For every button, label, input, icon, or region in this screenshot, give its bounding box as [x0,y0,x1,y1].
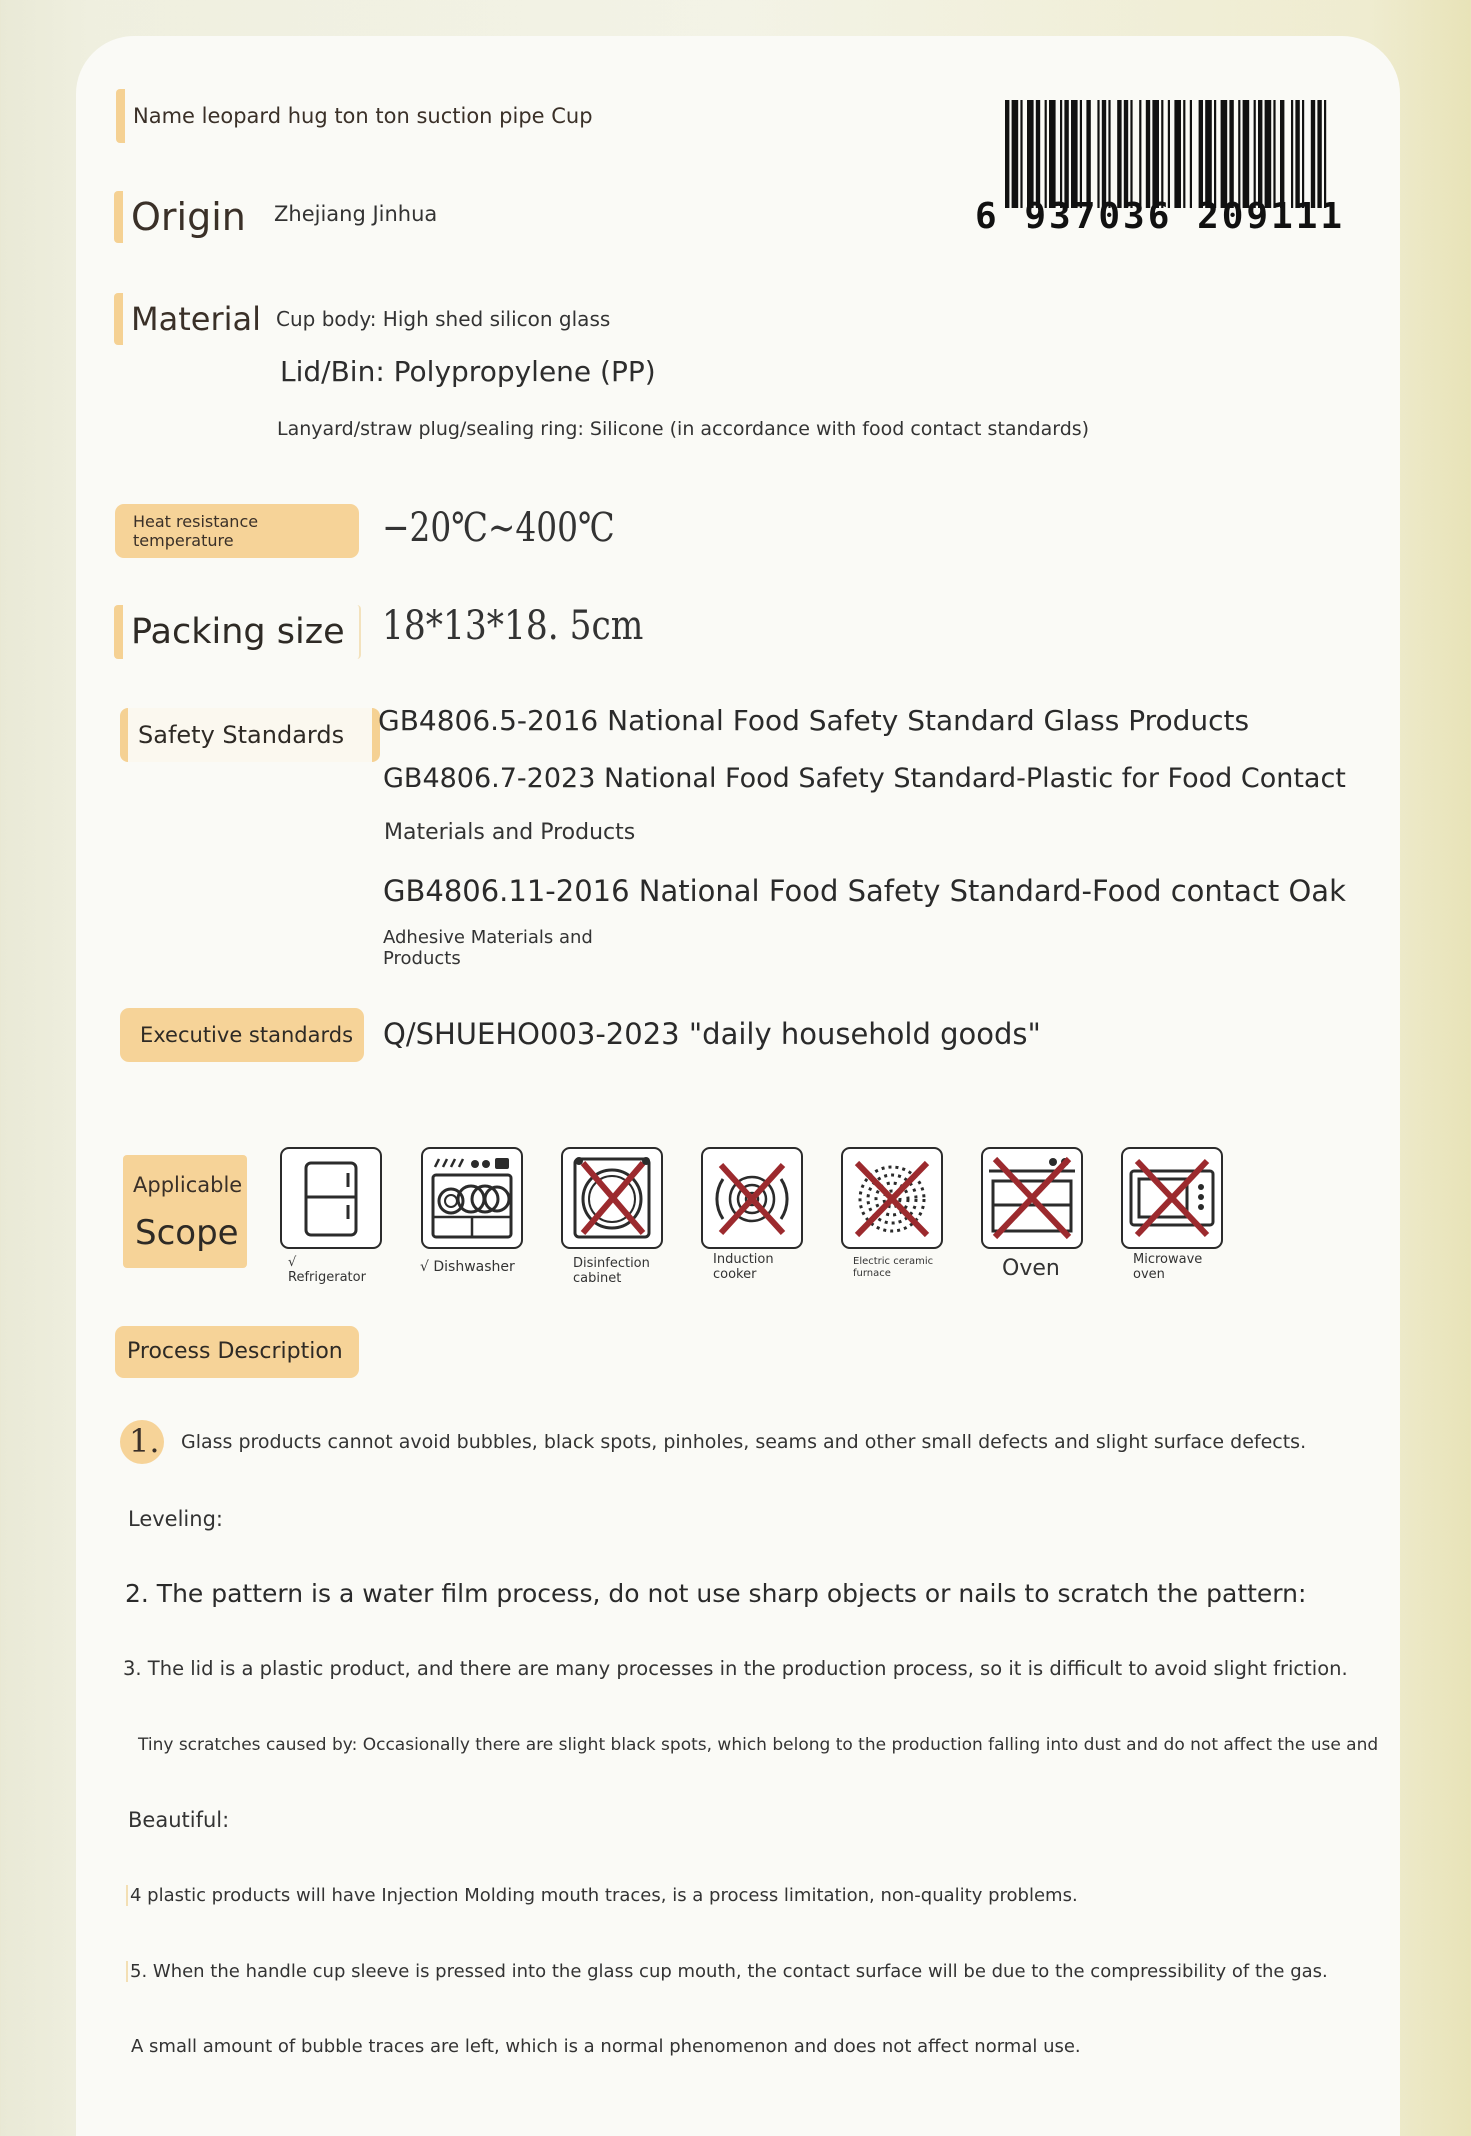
safety-line-2: GB4806.7-2023 National Food Safety Standard-Plastic for Food Contact [383,763,1346,794]
material-cup-body: Cup body: High shed silicon glass [276,307,611,331]
barcode-bar [1273,100,1275,208]
safety-standards-label [120,708,380,762]
barcode-bar [1221,100,1228,208]
barcode-bar [1254,100,1256,208]
material-label-text: Material [131,300,261,338]
refrigerator-caption [288,1255,366,1285]
barcode-bar [1161,100,1163,208]
barcode-bar [1108,100,1110,208]
safety-line-5a: Adhesive Materials and [383,927,593,948]
barcode-bar [1086,100,1090,208]
scope-label-line2: Scope [135,1213,239,1253]
packing-size-value: 18*13*18. 5cm [382,603,644,649]
barcode-bar [1020,100,1022,208]
executive-label-text: Executive standards [140,1023,354,1047]
heat-label-line1: Heat resistance [133,512,259,531]
induction-caption [713,1252,774,1282]
dishwasher-caption-a: √ Dishwasher [420,1259,515,1275]
barcode-bar [1139,100,1141,208]
process-item-3c: Beautiful: [128,1808,230,1832]
barcode-bar [1265,100,1272,208]
process-item-3: 3. The lid is a plastic product, and there are many processes in the production process, so it is difficult to avoid slight friction. [123,1657,1348,1680]
safety-line-3: Materials and Products [384,820,636,845]
disinfection-caption-b: cabinet [573,1271,622,1286]
refrigerator-icon [280,1147,382,1249]
dishwasher-icon [421,1147,523,1249]
barcode-bar [1190,100,1192,208]
barcode-bar [1214,100,1216,208]
barcode-bar [1005,100,1009,208]
barcode-bar [1238,100,1240,208]
origin-value: Zhejiang Jinhua [274,202,438,226]
ceramic-caption [853,1256,933,1280]
process-item-1b: Leveling: [128,1507,223,1531]
barcode-bar [1302,100,1304,208]
barcode-bar [1064,100,1068,208]
safety-line-4: GB4806.11-2016 National Food Safety Standard-Food contact Oak [383,874,1346,908]
barcode-bar [1080,100,1082,208]
safety-label-text: Safety Standards [138,721,345,749]
ceramic-caption-b: furnace [853,1268,891,1279]
process-item-5b: A small amount of bubble traces are left, which is a normal phenomenon and does not affect normal use. [131,2036,1081,2057]
barcode-bar [1102,100,1106,208]
safety-line-5b: Products [383,948,461,969]
process-number-badge [120,1420,164,1464]
process-number-1: 1. [129,1422,160,1460]
oven-caption [1002,1257,1060,1281]
barcode-bar [1243,100,1250,208]
barcode-bar [1199,100,1203,208]
process-item-2: 2. The pattern is a water film process, do not use sharp objects or nails to scratch the pattern: [125,1579,1307,1608]
induction-cooker-crossed-icon [701,1147,803,1249]
barcode-bar [1317,100,1321,208]
barcode-bar [1130,100,1132,208]
barcode-bar [1071,100,1078,208]
barcode-bar [1291,100,1293,208]
barcode-bar [1295,100,1299,208]
electric-ceramic-furnace-crossed-icon [841,1147,943,1249]
barcode-bar [1045,100,1047,208]
barcode-bar [1146,100,1150,208]
heat-label-line2: temperature [133,531,234,550]
refrigerator-caption-b: Refrigerator [288,1270,366,1285]
origin-label-text: Origin [131,195,246,239]
oven-caption-a: Oven [1002,1256,1060,1281]
product-name-line [116,89,593,143]
dishwasher-caption [420,1260,515,1275]
barcode-bar [1117,100,1121,208]
barcode-bar [1174,100,1181,208]
executive-standards-label [120,1008,364,1062]
product-info-card [76,36,1400,2136]
microwave-caption [1133,1252,1202,1282]
material-label [114,293,261,345]
safety-line-1: GB4806.5-2016 National Food Safety Standard Glass Products [378,704,1250,737]
microwave-caption-a: Microwave [1133,1252,1203,1267]
barcode-bar [1060,100,1062,208]
executive-standards-value: Q/SHUEHO003-2023 "daily household goods" [383,1017,1041,1051]
scope-label-line1: Applicable [133,1173,243,1197]
microwave-oven-crossed-icon [1121,1147,1223,1249]
barcode-bar [1152,100,1159,208]
barcode-bar [1168,100,1170,208]
refrigerator-caption-a: √ [288,1255,297,1270]
process-item-3b: Tiny scratches caused by: Occasionally there are slight black spots, which belong to the production falling into dust and do not affect the use and [138,1735,1379,1755]
barcode-bar [1324,100,1326,208]
heat-resistance-label [115,504,359,558]
process-description-label [115,1326,359,1378]
barcode-bar [1229,100,1233,208]
induction-caption-b: cooker [713,1267,757,1282]
barcode-bar [1183,100,1185,208]
process-item-1: Glass products cannot avoid bubbles, black spots, pinholes, seams and other small defects and slight surface defects. [181,1431,1307,1453]
barcode-bar [1049,100,1056,208]
barcode-bars [1005,100,1355,210]
disinfection-caption [573,1256,650,1286]
barcode-bar [1027,100,1034,208]
barcode-digits: 6 937036 209111 [975,196,1346,237]
induction-caption-a: Induction [713,1252,774,1267]
process-label-text: Process Description [127,1339,343,1364]
barcode-bar [1036,100,1040,208]
process-item-5: 5. When the handle cup sleeve is pressed into the glass cup mouth, the contact surface will be due to the compressibility of the gas. [126,1961,1328,1982]
material-lid-bin: Lid/Bin: Polypropylene (PP) [280,355,656,388]
process-item-4: 4 plastic products will have Injection Molding mouth traces, is a process limitation, non-quality problems. [126,1885,1078,1906]
origin-label [114,191,246,243]
applicable-scope-label [123,1155,247,1268]
barcode-bar [1258,100,1262,208]
packing-size-label [114,605,361,659]
product-name-text: Name leopard hug ton ton suction pipe Cup [133,104,593,128]
barcode-bar [1311,100,1315,208]
oven-crossed-icon [981,1147,1083,1249]
heat-resistance-value: −20℃~400℃ [382,505,615,551]
microwave-caption-b: oven [1133,1267,1165,1282]
barcode-bar [1205,100,1212,208]
barcode-bar [1012,100,1019,208]
barcode-bar [1124,100,1128,208]
disinfection-cabinet-crossed-icon [561,1147,663,1249]
material-lanyard: Lanyard/straw plug/sealing ring: Silicone (in accordance with food contact standards) [277,418,1090,440]
packing-size-label-text: Packing size [131,612,345,652]
barcode-bar [1280,100,1284,208]
ceramic-caption-a: Electric ceramic [853,1256,934,1267]
barcode-bar [1097,100,1099,208]
barcode [975,100,1346,240]
disinfection-caption-a: Disinfection [573,1256,650,1271]
